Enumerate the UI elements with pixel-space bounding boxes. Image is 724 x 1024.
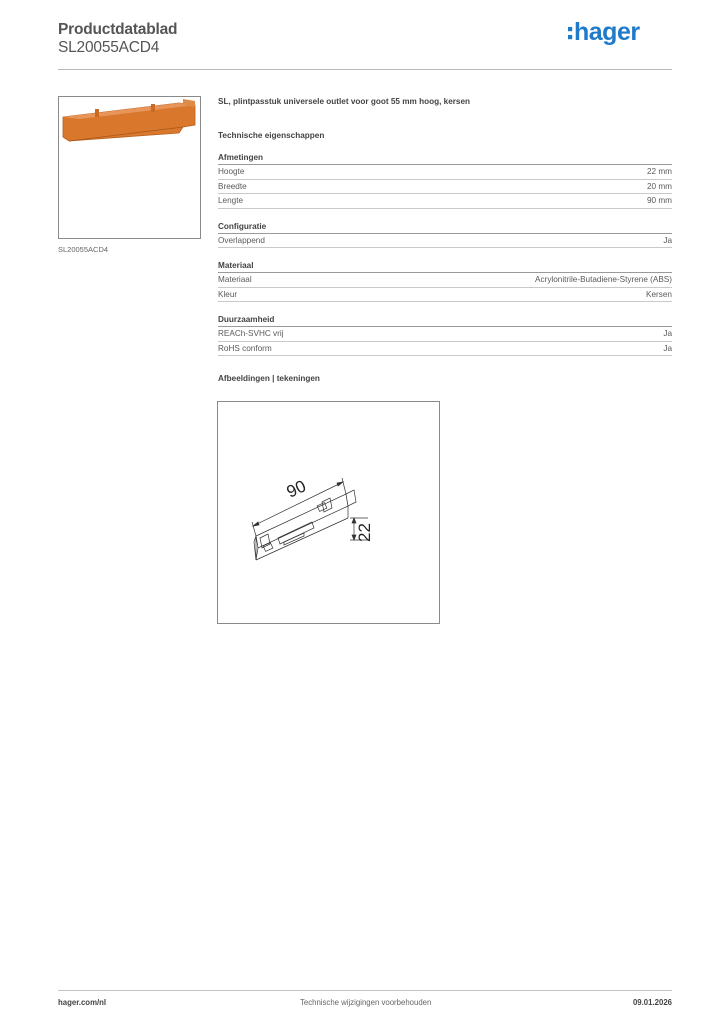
spec-label: REACh-SVHC vrij: [218, 329, 284, 338]
images-drawings-heading: Afbeeldingen | tekeningen: [218, 374, 320, 383]
spec-row: [218, 194, 672, 209]
footer-website-link[interactable]: hager.com/nl: [58, 998, 107, 1007]
spec-label: Overlappend: [218, 235, 265, 245]
hager-logo: [568, 16, 660, 48]
spec-value: Ja: [663, 343, 672, 353]
product-photo: [58, 96, 201, 239]
spec-row: [218, 342, 672, 357]
product-image: [59, 97, 200, 238]
spec-group-configuration: [218, 221, 672, 249]
spec-row: [218, 273, 672, 288]
spec-content: [218, 96, 672, 385]
logo-dot-upper: [568, 27, 572, 31]
header-divider: [58, 69, 672, 70]
technical-drawing: [217, 401, 440, 624]
spec-row: [218, 165, 672, 180]
spec-group-dimensions: [218, 152, 672, 209]
spec-group-sustainability: [218, 314, 672, 356]
spec-group-material: [218, 260, 672, 302]
technical-properties-heading: Technische eigenschappen: [218, 131, 325, 140]
spec-label: Lengte: [218, 196, 244, 205]
spec-group-title: Duurzaamheid: [218, 314, 672, 327]
footer-date: 09.01.2026: [632, 998, 672, 1007]
product-description: SL, plintpasstuk universele outlet voor goot 55 mm hoog, kersen: [218, 97, 471, 106]
height-dimension-label: 22: [355, 523, 374, 542]
spec-value: 20 mm: [646, 181, 672, 191]
spec-label: Hoogte: [218, 167, 245, 176]
footer-disclaimer: Technische wijzigingen voorbehouden: [300, 998, 432, 1007]
product-code-heading: SL20055ACD4: [58, 39, 160, 56]
logo-text: hager: [574, 18, 640, 46]
dimension-drawing: [218, 402, 439, 623]
spec-label: Kleur: [218, 289, 238, 299]
spec-value: 22 mm: [646, 167, 672, 176]
spec-row: [218, 234, 672, 249]
spec-row: [218, 288, 672, 303]
spec-label: RoHS conform: [218, 343, 272, 353]
footer-divider: [58, 990, 672, 991]
spec-value: Ja: [663, 235, 672, 245]
spec-group-title: Configuratie: [218, 221, 672, 234]
spec-value: Acrylonitrile-Butadiene-Styrene (ABS): [535, 275, 672, 284]
spec-value: Ja: [663, 329, 672, 338]
spec-group-title: Materiaal: [218, 260, 672, 273]
spec-group-title: Afmetingen: [218, 152, 672, 165]
spec-value: 90 mm: [646, 196, 672, 205]
logo-dot-lower: [568, 35, 572, 39]
document-title: Productdatablad: [58, 21, 178, 38]
spec-row: [218, 327, 672, 342]
length-dimension-label: 90: [283, 476, 309, 502]
product-image-caption: SL20055ACD4: [58, 245, 109, 254]
spec-value: Kersen: [646, 289, 672, 299]
spec-row: [218, 180, 672, 195]
spec-label: Materiaal: [218, 275, 252, 284]
spec-label: Breedte: [218, 181, 247, 191]
